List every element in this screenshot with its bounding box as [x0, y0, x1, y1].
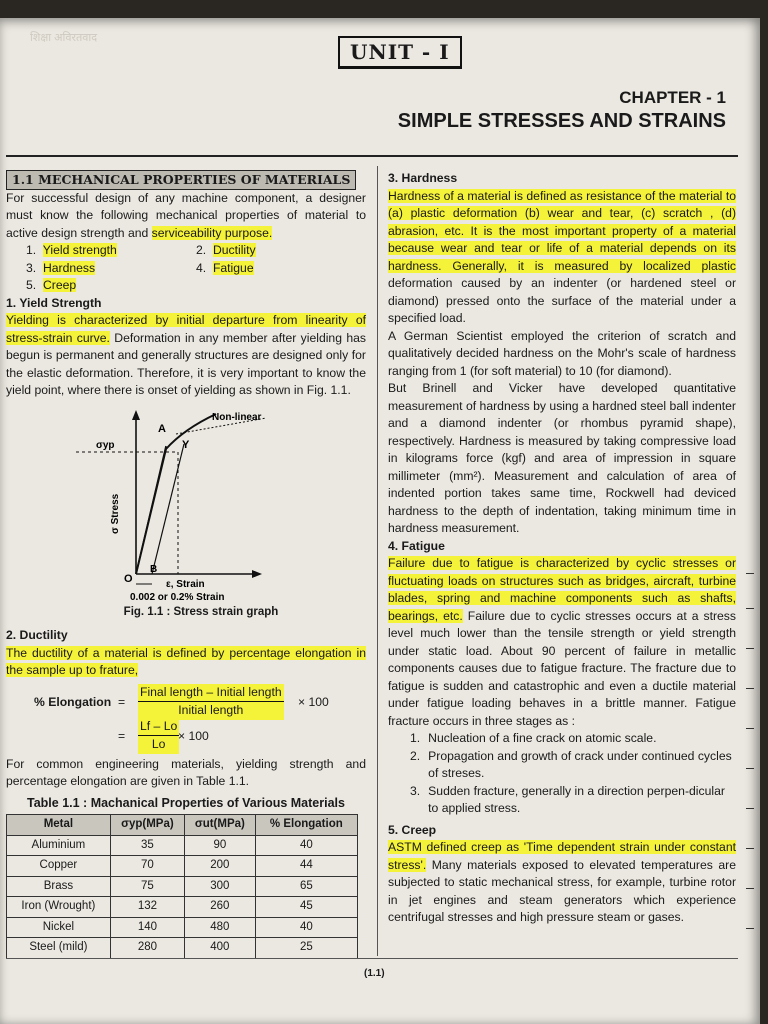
- header-metal: Metal: [7, 815, 111, 836]
- brinell-paragraph: But Brinell and Vicker have developed quantitative measurement of hardness by using a hardned steel ball indenter and a diamond indenter (or rhombus pyramid shape), respectively. Hardness is measured by taking compressive load in kilograms force (kgf) and area of impression in square millimeter (mm²). Measurement and calculation of area of indented portion takes same time, Rockwell had deviced hardness to the depth of indentation, taking minimum time in hardness measurement.: [388, 381, 736, 535]
- header-elongation: % Elongation: [255, 815, 357, 836]
- offset-strain-label: 0.002 or 0.2% Strain: [130, 591, 225, 603]
- stress-strain-graph: [66, 404, 366, 604]
- list-item: 3. Hardness: [26, 260, 96, 275]
- sigma-yp-label: σyp: [96, 439, 115, 451]
- stress-strain-figure: [6, 404, 366, 604]
- header-rule: [6, 155, 738, 157]
- table-row: Iron (Wrought) 132 260 45: [7, 897, 358, 918]
- hardness-heading: 3. Hardness: [388, 171, 458, 185]
- table-row: Brass 75 300 65: [7, 876, 358, 897]
- fraction-2: [138, 718, 179, 754]
- table-row: Copper 70 200 44: [7, 856, 358, 877]
- bleed-through-text: शिक्षा अविरतवाद: [30, 32, 98, 44]
- creep-paragraph: ASTM defined creep as 'Time dependent strain under constant stress'. Many materials exposed to elevated temperatures are subjected to static mechanical stress, for example, turbine rotor in jet engines and steam generators which experience centrifugal stresses and high pressure steam or gases.: [388, 840, 736, 924]
- ductility-paragraph: The ductility of a material is defined by percentage elongation in the sample up to frature,: [6, 645, 366, 677]
- table-row: Steel (mild) 280 400 25: [7, 938, 358, 959]
- edge-mark: [746, 768, 754, 769]
- intro-paragraph: For successful design of any machine component, a designer must know the following mechanical properties of material to active design strength and serviceability purpose.: [6, 190, 366, 240]
- multiplier-2: × 100: [178, 728, 209, 743]
- unit-label: UNIT - I: [338, 36, 462, 69]
- edge-mark: [746, 688, 754, 689]
- edge-mark: [746, 808, 754, 809]
- list-item: 2. Ductility: [196, 243, 256, 257]
- edge-mark: [746, 648, 754, 649]
- list-item: 4. Fatigue: [196, 260, 254, 275]
- list-item: 2. Propagation and growth of crack under continued cycles of streses.: [410, 748, 732, 780]
- stress-strain-curve: [136, 414, 216, 574]
- list-item: 1. Nucleation of a fine crack on atomic scale.: [410, 731, 657, 745]
- elongation-formula: [6, 684, 366, 756]
- x-axis-arrow: [252, 570, 262, 578]
- list-item: 1. Yield strength: [26, 243, 117, 257]
- edge-mark: [746, 573, 754, 574]
- formula-eq-2: =: [118, 728, 126, 743]
- point-a-label: A: [158, 422, 166, 435]
- edge-mark: [746, 848, 754, 849]
- stress-axis-label: σ Stress: [110, 493, 121, 534]
- table-row: Nickel 140 480 40: [7, 917, 358, 938]
- origin-label: O: [124, 572, 133, 585]
- textbook-page: [0, 18, 760, 1024]
- common-materials-paragraph: For common engineering materials, yielding strength and percentage elongation are given in Table 1.1.: [6, 756, 366, 788]
- right-column: [388, 170, 736, 927]
- offset-line: [152, 444, 184, 574]
- chapter-title: SIMPLE STRESSES AND STRAINS: [397, 110, 726, 132]
- column-divider: [377, 166, 378, 956]
- ductility-heading: 2. Ductility: [6, 628, 68, 642]
- table-row: Aluminium 35 90 40: [7, 835, 358, 856]
- yield-heading: 1. Yield Strength: [6, 295, 102, 310]
- page-number: (1.1): [364, 968, 385, 979]
- edge-mark: [746, 928, 754, 929]
- table-title: Table 1.1 : Machanical Properties of Various Materials: [27, 795, 345, 810]
- edge-mark: [746, 608, 754, 609]
- list-item: 5. Creep: [26, 278, 77, 292]
- figure-caption: Fig. 1.1 : Stress strain graph: [123, 605, 279, 618]
- section-title: 1.1 MECHANICAL PROPERTIES OF MATERIALS: [6, 170, 356, 190]
- properties-list: [26, 242, 366, 295]
- german-scientist-paragraph: A German Scientist employed the criterion of scratch and qualitatively decided hardness on the Mohr's scale of hardness ranging from 1 (for soft material) to 10 (for diamond).: [388, 328, 736, 378]
- footer-rule: [6, 958, 738, 959]
- y-axis-arrow: [132, 410, 140, 420]
- left-column: [6, 170, 366, 959]
- table-header-row: [7, 815, 358, 836]
- strain-axis-label: ε, Strain: [166, 578, 205, 590]
- nonlinear-label: Non-linear: [212, 411, 262, 423]
- point-b-label: B: [150, 563, 158, 575]
- fatigue-heading: 4. Fatigue: [388, 538, 445, 553]
- edge-mark: [746, 728, 754, 729]
- denominator-2: Lo: [138, 736, 179, 754]
- yield-paragraph: Yielding is characterized by initial departure from linearity of stress-strain curve. Deformation in any member after yielding has begun is permanent and generally structures are designed only for the elastic deformation. Therefore, it is very important to know the yield point, where there is onset of yielding as shown in Fig. 1.1.: [6, 313, 366, 397]
- formula-lhs: % Elongation: [34, 694, 112, 709]
- numerator-1: Final length – Initial length: [138, 684, 284, 703]
- header-yield: σyp(MPa): [110, 815, 184, 836]
- properties-table: [6, 814, 358, 959]
- chapter-heading: [398, 88, 726, 133]
- hardness-paragraph: Hardness of a material is defined as resistance of the material to (a) plastic deformation (b) wear and tear, (c) scratch , (d) abrasion, etc. It is the most important property of a material because wear and tear or life of a material depends on its hardness. Generally, it is measured by localized plastic deformation caused by an indenter (or hardened steel or diamond) pressed onto the surface of the material under a specified load.: [388, 188, 736, 325]
- point-y-label: Y: [182, 438, 190, 451]
- denominator-1: Initial length: [138, 702, 284, 720]
- multiplier-1: × 100: [298, 694, 329, 709]
- header-ultimate: σut(MPa): [185, 815, 256, 836]
- edge-mark: [746, 888, 754, 889]
- list-item: 3. Sudden fracture, generally in a direction perpen-dicular to applied stress.: [410, 783, 725, 815]
- formula-eq-1: =: [118, 694, 126, 709]
- numerator-2: Lf – Lo: [138, 718, 179, 737]
- fraction-1: [138, 684, 284, 720]
- fatigue-paragraph: Failure due to fatigue is characterized by cyclic stresses or fluctuating loads on structures such as bridges, aircraft, turbine blades, spring and machine components such as shafts, bearings, etc. Failure due to cyclic stresses occurs at a stress level much lower than the tensile strength or yield strength under static load. About 90 percent of failure in metallic components causes due to fatigue fracture. The fracture due to fatigue is sudden and catastrophic and even a ductile material under fatigue loading behaves in a brittle manner. Fatigue fracture occurs in three stages as :: [388, 556, 736, 728]
- chapter-number: CHAPTER - 1: [619, 88, 726, 107]
- creep-heading: 5. Creep: [388, 822, 437, 837]
